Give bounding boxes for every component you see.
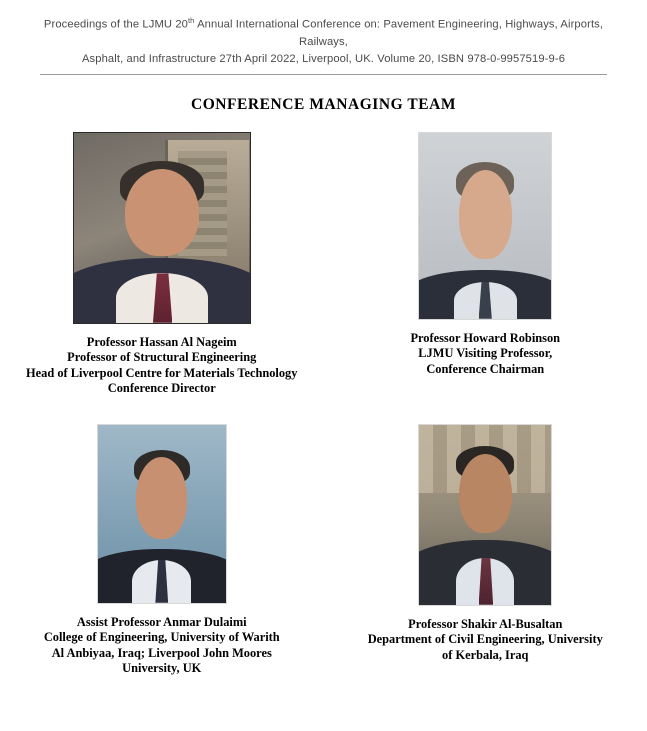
portrait-shakir-al-busaltan: [418, 424, 552, 606]
header-line-1-part-2: Annual International Conference on: Pavement Engineering, Highways, Airports, Railways,: [194, 18, 604, 48]
member-role-2: of Kerbala, Iraq: [442, 647, 529, 662]
team-member-caption: [410, 331, 560, 378]
header-line-1: [22, 12, 625, 51]
header-divider: [40, 74, 607, 75]
member-role-3: University, UK: [122, 661, 202, 676]
member-role-1: Professor of Structural Engineering: [67, 350, 257, 365]
header-ordinal-suffix: th: [187, 16, 195, 25]
team-member-card: [0, 424, 324, 677]
team-member-card: [0, 132, 324, 397]
running-header: [0, 0, 647, 75]
member-role-2: Head of Liverpool Centre for Materials Technology: [26, 365, 298, 380]
portrait-anmar-dulaimi: [97, 424, 227, 604]
header-line-2: Asphalt, and Infrastructure 27th April 2022, Liverpool, UK. Volume 20, ISBN 978-0-9957519-9-6: [81, 52, 566, 65]
member-name: Professor Shakir Al-Busaltan: [408, 616, 563, 631]
member-role-2: Conference Chairman: [426, 361, 545, 376]
member-role-1: College of Engineering, University of Warith: [43, 630, 280, 645]
team-member-caption: [44, 615, 280, 677]
member-role-3: Conference Director: [107, 381, 216, 396]
member-name: Professor Howard Robinson: [410, 330, 561, 345]
member-role-1: Department of Civil Engineering, University: [367, 632, 603, 647]
managing-team-grid: [0, 132, 647, 677]
member-role-1: LJMU Visiting Professor,: [418, 346, 553, 361]
header-line-1-part-1: Proceedings of the LJMU 20: [43, 18, 188, 31]
page-title: CONFERENCE MANAGING TEAM: [190, 95, 457, 113]
team-member-card: [324, 132, 647, 397]
member-name: Assist Professor Anmar Dulaimi: [76, 614, 247, 629]
member-name: Professor Hassan Al Nageim: [86, 334, 237, 349]
team-member-card: [324, 424, 647, 677]
portrait-howard-robinson: [418, 132, 552, 320]
portrait-hassan-al-nageim: [73, 132, 251, 324]
member-role-2: Al Anbiyaa, Iraq; Liverpool John Moores: [51, 645, 272, 660]
team-member-caption: [26, 335, 297, 397]
team-member-caption: [368, 617, 603, 664]
